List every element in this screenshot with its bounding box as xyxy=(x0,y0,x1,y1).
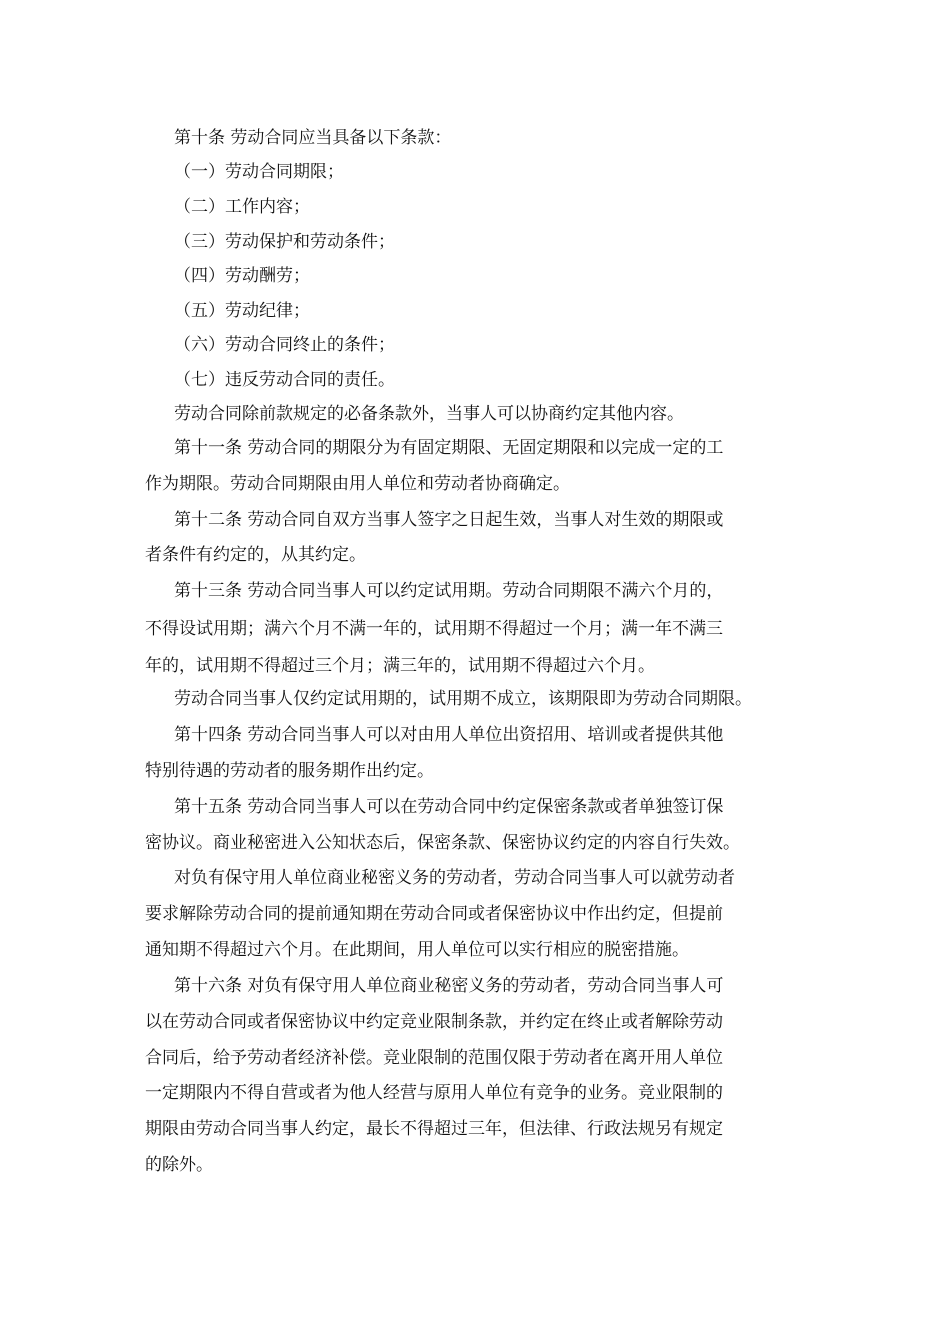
article-14-line: 特别待遇的劳动者的服务期作出约定。 xyxy=(145,761,434,781)
article-16-line: 期限由劳动合同当事人约定，最长不得超过三年，但法律、行政法规另有规定 xyxy=(145,1119,723,1139)
list-item: （五）劳动纪律； xyxy=(174,301,310,321)
article-16-line: 第十六条 对负有保守用人单位商业秘密义务的劳动者，劳动合同当事人可 xyxy=(174,976,724,996)
list-item: （一）劳动合同期限； xyxy=(174,162,344,182)
list-item: （四）劳动酬劳； xyxy=(174,266,310,286)
article-12-line: 第十二条 劳动合同自双方当事人签字之日起生效，当事人对生效的期限或 xyxy=(174,510,724,530)
list-item: （三）劳动保护和劳动条件； xyxy=(174,232,395,252)
list-item: （二）工作内容； xyxy=(174,197,310,217)
article-13-line: 年的，试用期不得超过三个月；满三年的，试用期不得超过六个月。 xyxy=(145,656,655,676)
paragraph-line: 劳动合同当事人仅约定试用期的，试用期不成立，该期限即为劳动合同期限。 xyxy=(174,689,752,709)
paragraph-line: 要求解除劳动合同的提前通知期在劳动合同或者保密协议中作出约定，但提前 xyxy=(145,904,723,924)
paragraph-line: 通知期不得超过六个月。在此期间，用人单位可以实行相应的脱密措施。 xyxy=(145,940,689,960)
article-16-line: 合同后，给予劳动者经济补偿。竞业限制的范围仅限于劳动者在离开用人单位 xyxy=(145,1048,723,1068)
article-16-line: 以在劳动合同或者保密协议中约定竞业限制条款，并约定在终止或者解除劳动 xyxy=(145,1012,723,1032)
paragraph-line: 对负有保守用人单位商业秘密义务的劳动者，劳动合同当事人可以就劳动者 xyxy=(174,868,735,888)
paragraph-line: 劳动合同除前款规定的必备条款外，当事人可以协商约定其他内容。 xyxy=(174,404,684,424)
article-15-line: 第十五条 劳动合同当事人可以在劳动合同中约定保密条款或者单独签订保 xyxy=(174,797,724,817)
article-12-line: 者条件有约定的，从其约定。 xyxy=(145,545,366,565)
article-14-line: 第十四条 劳动合同当事人可以对由用人单位出资招用、培训或者提供其他 xyxy=(174,725,724,745)
article-11-line: 第十一条 劳动合同的期限分为有固定期限、无固定期限和以完成一定的工 xyxy=(174,438,724,458)
article-10-heading: 第十条 劳动合同应当具备以下条款： xyxy=(174,128,452,148)
article-13-line: 第十三条 劳动合同当事人可以约定试用期。劳动合同期限不满六个月的， xyxy=(174,581,724,601)
article-13-line: 不得设试用期；满六个月不满一年的，试用期不得超过一个月；满一年不满三 xyxy=(145,619,723,639)
article-15-line: 密协议。商业秘密进入公知状态后，保密条款、保密协议约定的内容自行失效。 xyxy=(145,833,740,853)
article-11-line: 作为期限。劳动合同期限由用人单位和劳动者协商确定。 xyxy=(145,474,570,494)
article-16-line: 的除外。 xyxy=(145,1155,213,1175)
list-item: （六）劳动合同终止的条件； xyxy=(174,335,395,355)
list-item: （七）违反劳动合同的责任。 xyxy=(174,370,395,390)
article-16-line: 一定期限内不得自营或者为他人经营与原用人单位有竞争的业务。竞业限制的 xyxy=(145,1083,723,1103)
